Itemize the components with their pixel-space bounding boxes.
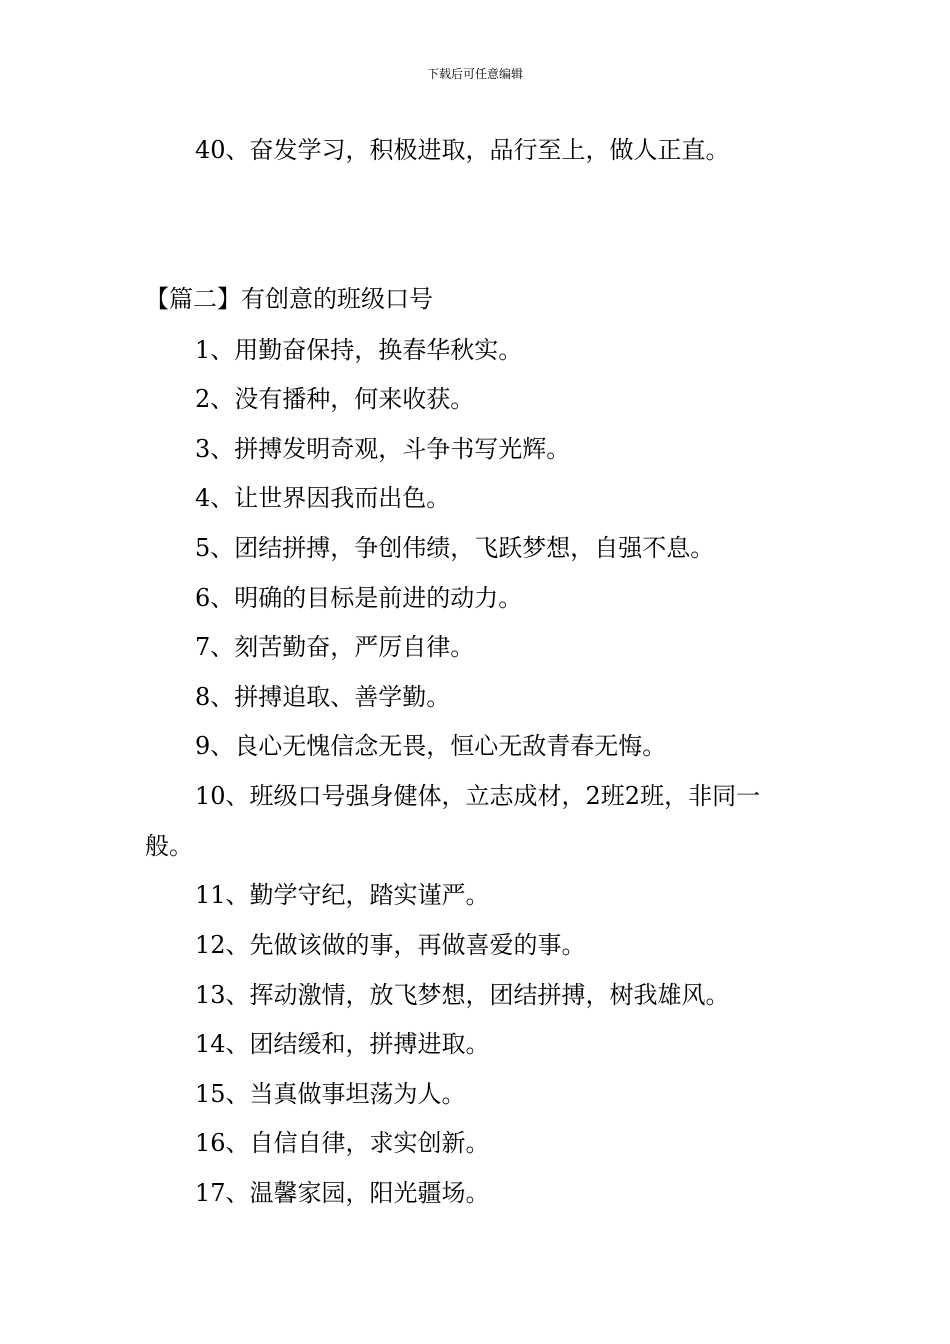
list-item: 4、让世界因我而出色。 xyxy=(195,484,451,512)
list-item: 16、自信自律，求实创新。 xyxy=(195,1129,490,1157)
list-item: 5、团结拼搏，争创伟绩，飞跃梦想，自强不息。 xyxy=(195,534,715,562)
list-item: 3、拼搏发明奇观，斗争书写光辉。 xyxy=(195,435,571,463)
list-item-continuation: 般。 xyxy=(145,832,193,860)
list-item: 9、良心无愧信念无畏，恒心无敌青春无悔。 xyxy=(195,732,667,760)
list-item: 17、温馨家园，阳光疆场。 xyxy=(195,1179,490,1207)
list-item: 13、挥动激情，放飞梦想，团结拼搏，树我雄风。 xyxy=(195,981,730,1009)
list-item: 15、当真做事坦荡为人。 xyxy=(195,1080,466,1108)
list-item: 1、用勤奋保持，换春华秋实。 xyxy=(195,336,523,364)
list-item-40: 40、奋发学习，积极进取，品行至上，做人正直。 xyxy=(195,136,730,164)
list-item: 7、刻苦勤奋，严厉自律。 xyxy=(195,633,475,661)
list-item: 14、团结缓和，拼搏进取。 xyxy=(195,1030,490,1058)
list-item: 10、班级口号强身健体，立志成材，2班2班，非同一 xyxy=(195,782,761,810)
list-item: 2、没有播种，何来收获。 xyxy=(195,385,475,413)
list-item: 11、勤学守纪，踏实谨严。 xyxy=(195,881,490,909)
list-item: 6、明确的目标是前进的动力。 xyxy=(195,584,523,612)
list-item: 8、拼搏追取、善学勤。 xyxy=(195,683,451,711)
section-title: 【篇二】有创意的班级口号 xyxy=(145,285,433,313)
page-header-note: 下载后可任意编辑 xyxy=(426,67,523,81)
list-item: 12、先做该做的事，再做喜爱的事。 xyxy=(195,931,586,959)
